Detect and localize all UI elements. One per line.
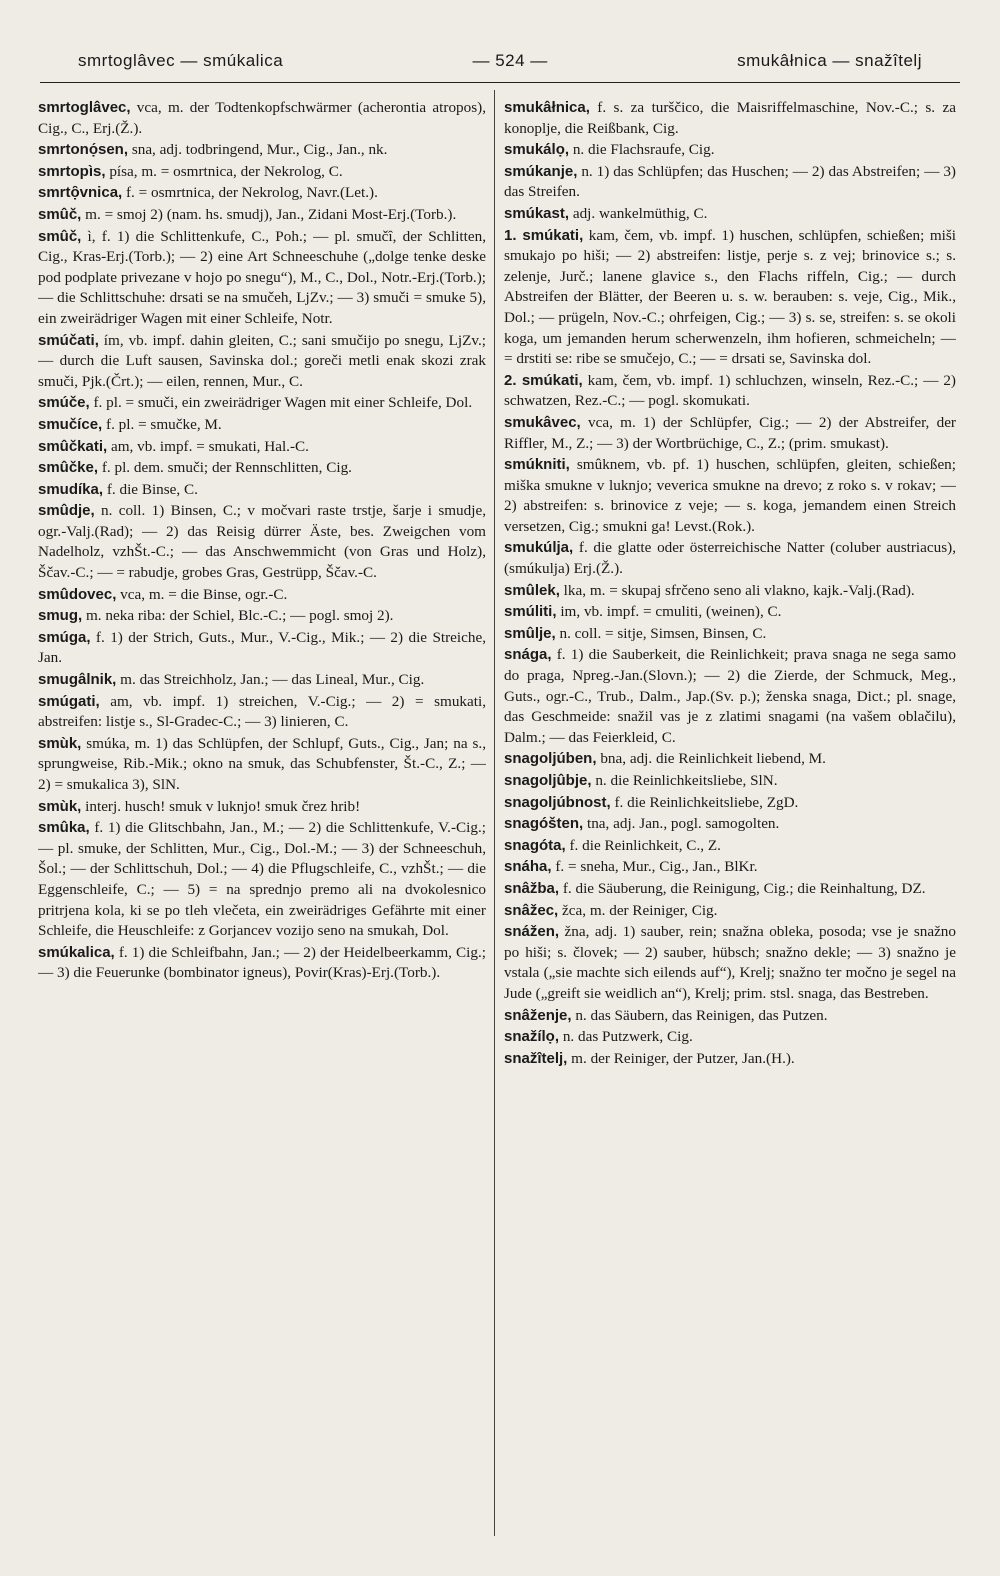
entry-headword: snagoljúbnost, bbox=[504, 793, 611, 811]
entry-headword: smúkalica, bbox=[38, 943, 115, 961]
dictionary-entry bbox=[38, 227, 486, 330]
entry-headword: smúkanje, bbox=[504, 162, 578, 180]
dictionary-entry bbox=[504, 98, 956, 139]
entry-definition: am, vb. impf. 1) streichen, V.-Cig.; — 2) = smukati, abstreifen: listje s., Sl-Gradec-C.; — 3) linieren, C. bbox=[38, 692, 486, 731]
entry-definition: n. coll. 1) Binsen, C.; v močvari raste trstje, šarje i smudje, ogr.-Valj.(Rad); — 2) das Reisig dürrer Äste, bes. Zweigchen vom Nadelholz, vzhŠt.-C.; — das Anschwemmicht (von Gras und Holz), Ščav.-C.; — = rabudje, grobes Gras, Gestrüpp, Ščav.-C. bbox=[38, 502, 486, 582]
entry-definition: f. die Reinlichkeit, C., Z. bbox=[565, 836, 721, 854]
left-column bbox=[38, 98, 486, 1536]
dictionary-entry bbox=[38, 331, 486, 393]
entry-headword: smukúlja, bbox=[504, 539, 574, 557]
dictionary-entry bbox=[504, 602, 956, 623]
entry-definition: kam, čem, vb. impf. 1) huschen, schlüpfen, schießen; miši smukajo po hiši; — 2) abstreifen: listje, perje s. z vej; brinovice s.; s. zelenje, Jurč.; lanene glavice s., den Flachs riffeln, Cig.; — durch Abstreifen der Blätter, der Beeren u. s. w. berauben: s. veje, Cig., Mik., Dol.; — prügeln, Nov.-C.; ohrfeigen, Cig.; — 3) s. se, streifen: s. se okoli koga, um jemanden herum scherwenzeln, ihm hofieren, schmeicheln; — = drstiti se: ribe se smučejo, C.; — = drsati se, Savinska dol. bbox=[504, 226, 956, 368]
dictionary-entry bbox=[38, 140, 486, 161]
entry-definition: f. pl. dem. smuči; der Rennschlitten, Cig. bbox=[98, 459, 352, 477]
dictionary-entry bbox=[504, 413, 956, 454]
entry-definition: kam, čem, vb. impf. 1) schluchzen, winseln, Rez.-C.; — 2) schwatzen, Rez.-C.; — pogl. skomukati. bbox=[504, 371, 956, 410]
entry-headword: 1. smúkati, bbox=[504, 226, 584, 244]
dictionary-entry bbox=[504, 1027, 956, 1048]
dictionary-entry bbox=[38, 162, 486, 183]
dictionary-entry bbox=[38, 606, 486, 627]
entry-headword: smûlek, bbox=[504, 581, 560, 599]
entry-definition: sna, adj. todbringend, Mur., Cig., Jan., nk. bbox=[128, 141, 388, 159]
dictionary-entry bbox=[504, 204, 956, 225]
entry-headword: smûč, bbox=[38, 205, 82, 223]
dictionary-entry bbox=[504, 581, 956, 602]
entry-headword: smrtọ̑vnica, bbox=[38, 184, 123, 202]
entry-headword: smúliti, bbox=[504, 603, 557, 621]
page-number: — 524 — bbox=[472, 51, 548, 70]
entry-definition: adj. wankelmüthig, C. bbox=[569, 204, 708, 222]
entry-definition: n. das Säubern, das Reinigen, das Putzen. bbox=[571, 1006, 828, 1024]
entry-definition: lka, m. = skupaj sfrčeno seno ali vlakno, kajk.-Valj.(Rad). bbox=[559, 581, 915, 599]
entry-headword: smúga, bbox=[38, 628, 91, 646]
entry-definition: f. pl. = smuči, ein zweirädriger Wagen mit einer Schleife, Dol. bbox=[89, 394, 473, 412]
entry-definition: smúka, m. 1) das Schlüpfen, der Schlupf, Guts., Cig., Jan; na s., sprungweise, Rib.-Mik.; okno na smuk, das Schubfenster, Št.-C., Z.; — 2) = smukalica 3), SlN. bbox=[38, 734, 486, 793]
entry-definition: bna, adj. die Reinlichkeit liebend, M. bbox=[596, 750, 826, 768]
dictionary-entry bbox=[38, 585, 486, 606]
header-right-guide-words: smukâłnica — snažîtelj bbox=[737, 51, 922, 70]
entry-definition: n. die Flachsraufe, Cig. bbox=[569, 141, 715, 159]
entry-headword: smúgati, bbox=[38, 692, 100, 710]
entry-definition: f. die Säuberung, die Reinigung, Cig.; die Reinhaltung, DZ. bbox=[559, 879, 926, 897]
entry-definition: tna, adj. Jan., pogl. samogolten. bbox=[583, 815, 780, 833]
entry-headword: smûčke, bbox=[38, 459, 99, 477]
entry-headword: snâžec, bbox=[504, 901, 559, 919]
dictionary-entry bbox=[504, 879, 956, 900]
dictionary-entry bbox=[38, 628, 486, 669]
dictionary-entry bbox=[504, 857, 956, 878]
entry-headword: smúkniti, bbox=[504, 456, 570, 474]
entry-definition: am, vb. impf. = smukati, Hal.-C. bbox=[107, 437, 309, 455]
entry-definition: vca, m. = die Binse, ogr.-C. bbox=[116, 585, 288, 603]
entry-definition: f. s. za turščico, die Maisriffelmaschine, Nov.-C.; s. za konoplje, die Reißbank, Cig. bbox=[504, 99, 956, 137]
dictionary-entry bbox=[38, 205, 486, 226]
entry-headword: snažílọ, bbox=[504, 1028, 560, 1046]
entry-definition: m. neka riba: der Schiel, Blc.-C.; — pogl. smoj 2). bbox=[82, 607, 394, 625]
dictionary-entry bbox=[504, 455, 956, 537]
entry-headword: smùk, bbox=[38, 797, 82, 815]
dictionary-entry bbox=[504, 814, 956, 835]
entry-definition: f. die glatte oder österreichische Natter (coluber austriacus), (smúkulja) Erj.(Ž.). bbox=[504, 539, 956, 578]
entry-headword: snagóta, bbox=[504, 836, 566, 854]
entry-headword: smúčati, bbox=[38, 331, 99, 349]
entry-definition: žca, m. der Reiniger, Cig. bbox=[558, 901, 718, 919]
entry-headword: snáha, bbox=[504, 858, 552, 876]
dictionary-entry bbox=[504, 771, 956, 792]
dictionary-entry bbox=[504, 162, 956, 203]
entry-definition: n. 1) das Schlüpfen; das Huschen; — 2) das Abstreifen; — 3) das Streifen. bbox=[504, 162, 956, 201]
entry-headword: smukâvec, bbox=[504, 413, 581, 431]
entry-definition: ì, f. 1) die Schlittenkufe, C., Poh.; — pl. smučî, der Schlitten, Cig., Kras-Erj.(Torb.); — 2) eine Art Schneeschuhe („dolge tenke deske pod podplate privezane v hojo po snegu“), M., C., Dol., Notr.-Erj.(Torb.); — die Schlittschuhe: drsati se na smučeh, LjZv.; — 3) smuči = smuke 5), ein zweirädriger Wagen mit einer Schleife, Notr. bbox=[38, 227, 486, 327]
dictionary-entry bbox=[504, 538, 956, 579]
dictionary-entry bbox=[504, 901, 956, 922]
dictionary-entry bbox=[504, 1049, 956, 1070]
entry-headword: smrtoglâvec, bbox=[38, 99, 131, 116]
right-column bbox=[504, 98, 956, 1536]
entry-headword: smug, bbox=[38, 607, 83, 625]
header-rule bbox=[40, 82, 960, 83]
entry-definition: vca, m. 1) der Schlüpfer, Cig.; — 2) der Abstreifer, der Riffler, M., Z.; — 3) der Wortbrüchige, C., Z.; (prim. smukast). bbox=[504, 413, 956, 452]
entry-headword: 2. smúkati, bbox=[504, 371, 583, 389]
entry-definition: f. 1) der Strich, Guts., Mur., V.-Cig., Mik.; — 2) die Streiche, Jan. bbox=[38, 628, 486, 667]
dictionary-entry bbox=[38, 797, 486, 818]
entry-definition: im, vb. impf. = cmuliti, (weinen), C. bbox=[556, 603, 782, 621]
entry-definition: f. = osmrtnica, der Nekrolog, Navr.(Let.). bbox=[122, 184, 378, 202]
entry-definition: písa, m. = osmrtnica, der Nekrolog, C. bbox=[105, 162, 343, 180]
entry-headword: snážen, bbox=[504, 923, 560, 941]
entry-headword: snažîtelj, bbox=[504, 1049, 568, 1067]
entry-headword: snagóšten, bbox=[504, 815, 584, 833]
entry-definition: m. der Reiniger, der Putzer, Jan.(H.). bbox=[567, 1049, 795, 1067]
entry-definition: žna, adj. 1) sauber, rein; snažna obleka, posoda; vse je snažno po hiši; s. človek; — 2) sauber, hübsch; snažno dekle; — 3) snažno je vstala („sie machte sich eilends auf“), Krelj; snažno ter močno je segel na Jude („greift sie weidlich an“), Krelj; prim. stsl. snaga, das Bestreben. bbox=[504, 923, 956, 1002]
entry-definition: n. das Putzwerk, Cig. bbox=[559, 1028, 693, 1046]
entry-definition: f. 1) die Sauberkeit, die Reinlichkeit; prava snaga ne sega samo do praga, Npreg.-Jan.(Slovn.); — 2) die Zierde, der Schmuck, Meg., Guts., ogr.-C., Trub., Dalm., Jap.(Sv. p.); ženska snaga, Dict.; pl. snage, das Geschmeide: snažil vas je z zlatimi snagami (na vašem oblačilu), Dalm.; — das Feierkleid, C. bbox=[504, 646, 956, 746]
entry-headword: smúče, bbox=[38, 394, 90, 412]
dictionary-entry bbox=[38, 692, 486, 733]
entry-headword: smučíce, bbox=[38, 415, 103, 433]
entry-definition: f. pl. = smučke, M. bbox=[102, 415, 222, 433]
dictionary-entry bbox=[504, 140, 956, 161]
entry-headword: snagoljûbje, bbox=[504, 772, 592, 789]
entry-headword: snagoljúben, bbox=[504, 750, 597, 768]
dictionary-entry bbox=[38, 501, 486, 583]
dictionary-entry bbox=[504, 624, 956, 645]
entry-headword: smûdovec, bbox=[38, 585, 117, 603]
dictionary-entry bbox=[504, 922, 956, 1004]
entry-headword: smudíka, bbox=[38, 480, 104, 498]
entry-definition: m. das Streichholz, Jan.; — das Lineal, Mur., Cig. bbox=[116, 671, 425, 689]
entry-definition: f. die Binse, C. bbox=[103, 480, 198, 498]
dictionary-entry bbox=[38, 480, 486, 501]
entry-definition: n. coll. = sitje, Simsen, Binsen, C. bbox=[555, 624, 767, 642]
entry-definition: vca, m. der Todtenkopfschwärmer (acherontia atropos), Cig., C., Erj.(Ž.). bbox=[38, 99, 486, 137]
dictionary-entry bbox=[38, 183, 486, 204]
entry-headword: smûčkati, bbox=[38, 437, 108, 455]
entry-definition: f. die Reinlichkeitsliebe, ZgD. bbox=[610, 793, 799, 811]
entry-definition: n. die Reinlichkeitsliebe, SlN. bbox=[591, 772, 778, 789]
dictionary-entry bbox=[38, 437, 486, 458]
entry-headword: snâženje, bbox=[504, 1006, 572, 1024]
dictionary-entry bbox=[38, 734, 486, 796]
dictionary-entry bbox=[504, 371, 956, 412]
entry-definition: f. 1) die Glitschbahn, Jan., M.; — 2) die Schlittenkufe, V.-Cig.; — pl. smuke, der Schlitten, Mur., Cig., Dol.-M.; — 3) der Schneeschuh, Šol.; — der Schlittschuh, Dol.; — 4) die Pflugschleife, C., vzhŠt.; — die Eggenschleife, C.; — 5) = na sprednjo premo ali na dvokolesnico pritrjena kola, ki se po tleh vlečeta, ein zweirädriges Gefährte mit einer Schleife, die Heuschleife: z Gorjancev vozijo seno na smukah, Dol. bbox=[38, 819, 486, 940]
dictionary-entry bbox=[38, 818, 486, 942]
entry-headword: smúkast, bbox=[504, 204, 570, 222]
entry-definition: m. = smoj 2) (nam. hs. smudj), Jan., Zidani Most-Erj.(Torb.). bbox=[81, 205, 457, 223]
dictionary-entry bbox=[504, 1006, 956, 1027]
page-header bbox=[78, 44, 922, 78]
entry-definition: f. 1) die Schleifbahn, Jan.; — 2) der Heidelbeerkamm, Cig.; — 3) die Feuerunke (bombinator igneus), Povir(Kras)-Erj.(Torb.). bbox=[38, 943, 486, 982]
dictionary-entry bbox=[38, 458, 486, 479]
column-divider bbox=[494, 90, 495, 1536]
entry-headword: snága, bbox=[504, 646, 552, 664]
header-left-guide-words: smrtoglâvec — smúkalica bbox=[78, 51, 284, 70]
entry-headword: smukâłnica, bbox=[504, 99, 590, 116]
dictionary-entry bbox=[504, 836, 956, 857]
entry-definition: interj. husch! smuk v luknjo! smuk črez hrib! bbox=[81, 797, 361, 815]
dictionary-entry bbox=[504, 645, 956, 748]
entry-headword: smugâlnik, bbox=[38, 671, 117, 689]
entry-headword: smûka, bbox=[38, 819, 90, 837]
entry-definition: smûknem, vb. pf. 1) huschen, schlüpfen, gleiten, schießen; miška smukne v luknjo; veverica smukne na drevo; z roko s. v rokav; — 2) abstreifen: s. brinovice z veje; — s. koga, jemandem einen Streich versetzen, Cig.; smukni ga! Levst.(Rok.). bbox=[504, 456, 956, 535]
dictionary-entry bbox=[504, 226, 956, 370]
dictionary-entry bbox=[38, 393, 486, 414]
entry-headword: smrtonọ́sen, bbox=[38, 141, 129, 159]
dictionary-entry bbox=[38, 98, 486, 139]
entry-headword: smùk, bbox=[38, 734, 82, 752]
dictionary-entry bbox=[504, 749, 956, 770]
entry-headword: smrtopìs, bbox=[38, 162, 106, 180]
dictionary-entry bbox=[504, 793, 956, 814]
entry-headword: smûlje, bbox=[504, 624, 556, 642]
entry-headword: snâžba, bbox=[504, 879, 560, 897]
entry-definition: ím, vb. impf. dahin gleiten, C.; sani smučijo po snegu, LjZv.; — durch die Luft sausen, Savinska dol.; goreči metli enak skozi zrak smuči, Pjk.(Črt.); — eilen, rennen, Mur., C. bbox=[38, 331, 486, 390]
entry-headword: smûdje, bbox=[38, 502, 95, 520]
dictionary-entry bbox=[38, 415, 486, 436]
dictionary-entry bbox=[38, 943, 486, 984]
dictionary-entry bbox=[38, 670, 486, 691]
entry-headword: smukálọ, bbox=[504, 141, 570, 159]
entry-definition: f. = sneha, Mur., Cig., Jan., BlKr. bbox=[551, 858, 758, 876]
entry-headword: smûč, bbox=[38, 227, 82, 245]
